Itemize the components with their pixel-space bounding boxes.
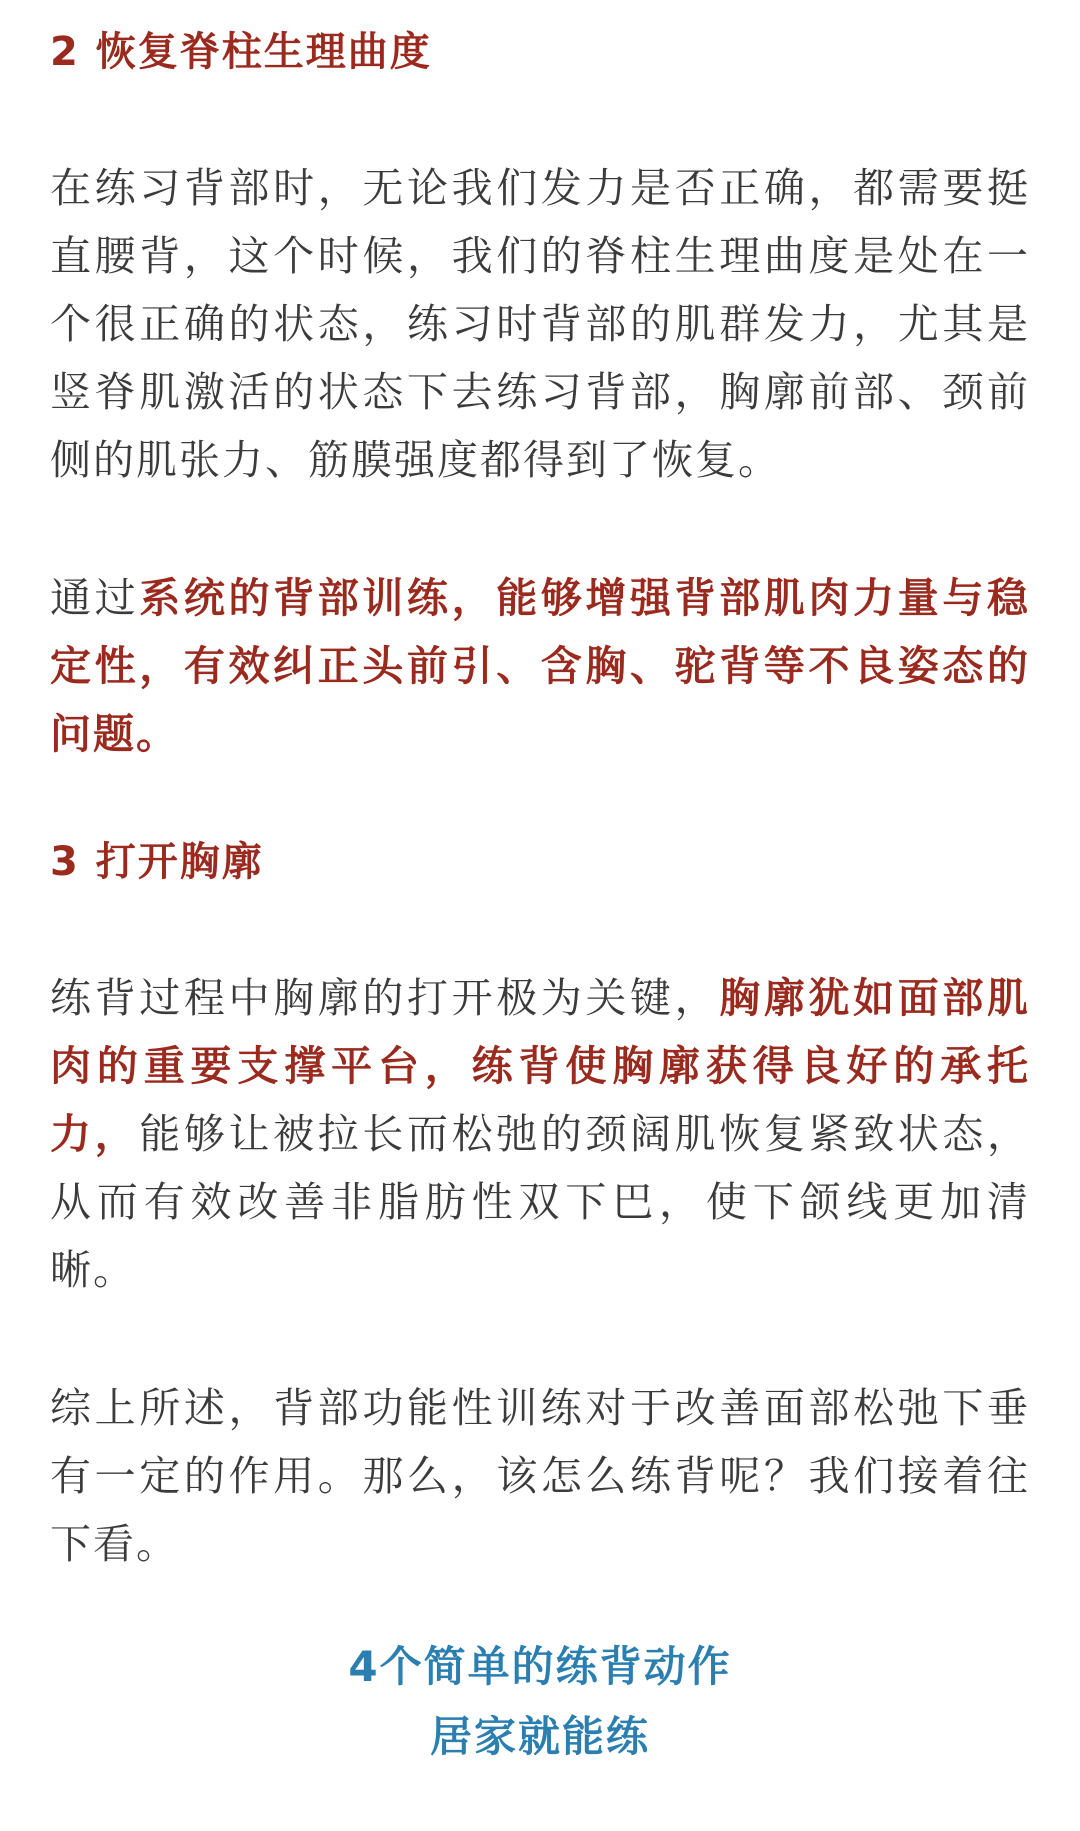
paragraph-lead-text: 通过 — [50, 574, 140, 622]
paragraph-back-training — [50, 564, 1030, 768]
paragraph-tail-text: 能够让被拉长而松弛的颈阔肌恢复紧致状态，从而有效改善非脂肪性双下巴，使下颌线更加清晰。 — [50, 1110, 1031, 1294]
paragraph-summary: 综上所述，背部功能性训练对于改善面部松弛下垂有一定的作用。那么，该怎么练背呢？我们接着往下看。 — [50, 1384, 1030, 1568]
highlighted-text: 胸廓犹如面部肌肉的重要支撑平台，练背使胸廓获得良好的承托力， — [50, 974, 1031, 1158]
highlighted-text: 系统的背部训练，能够增强背部肌肉力量与稳定性，有效纠正头前引、含胸、驼背等不良姿态的问题。 — [50, 574, 1031, 758]
section-heading-3: 3 打开胸廓 — [50, 839, 264, 885]
section-heading-2: 2 恢复脊柱生理曲度 — [50, 29, 432, 75]
paragraph-spine-curvature: 在练习背部时，无论我们发力是否正确，都需要挺直腰背，这个时候，我们的脊柱生理曲度是处在一个很正确的状态，练习时背部的肌群发力，尤其是竖脊肌激活的状态下去练习背部，胸廓前部、颈前侧的肌张力、筋膜强度都得到了恢复。 — [50, 164, 1030, 484]
paragraph-open-chest — [50, 964, 1030, 1304]
paragraph-lead-text: 练背过程中胸廓的打开极为关键， — [50, 974, 720, 1022]
closing-line-1: 4个简单的练背动作 — [348, 1642, 732, 1691]
closing-line-2: 居家就能练 — [429, 1712, 650, 1761]
closing-callout — [0, 1632, 1080, 1772]
